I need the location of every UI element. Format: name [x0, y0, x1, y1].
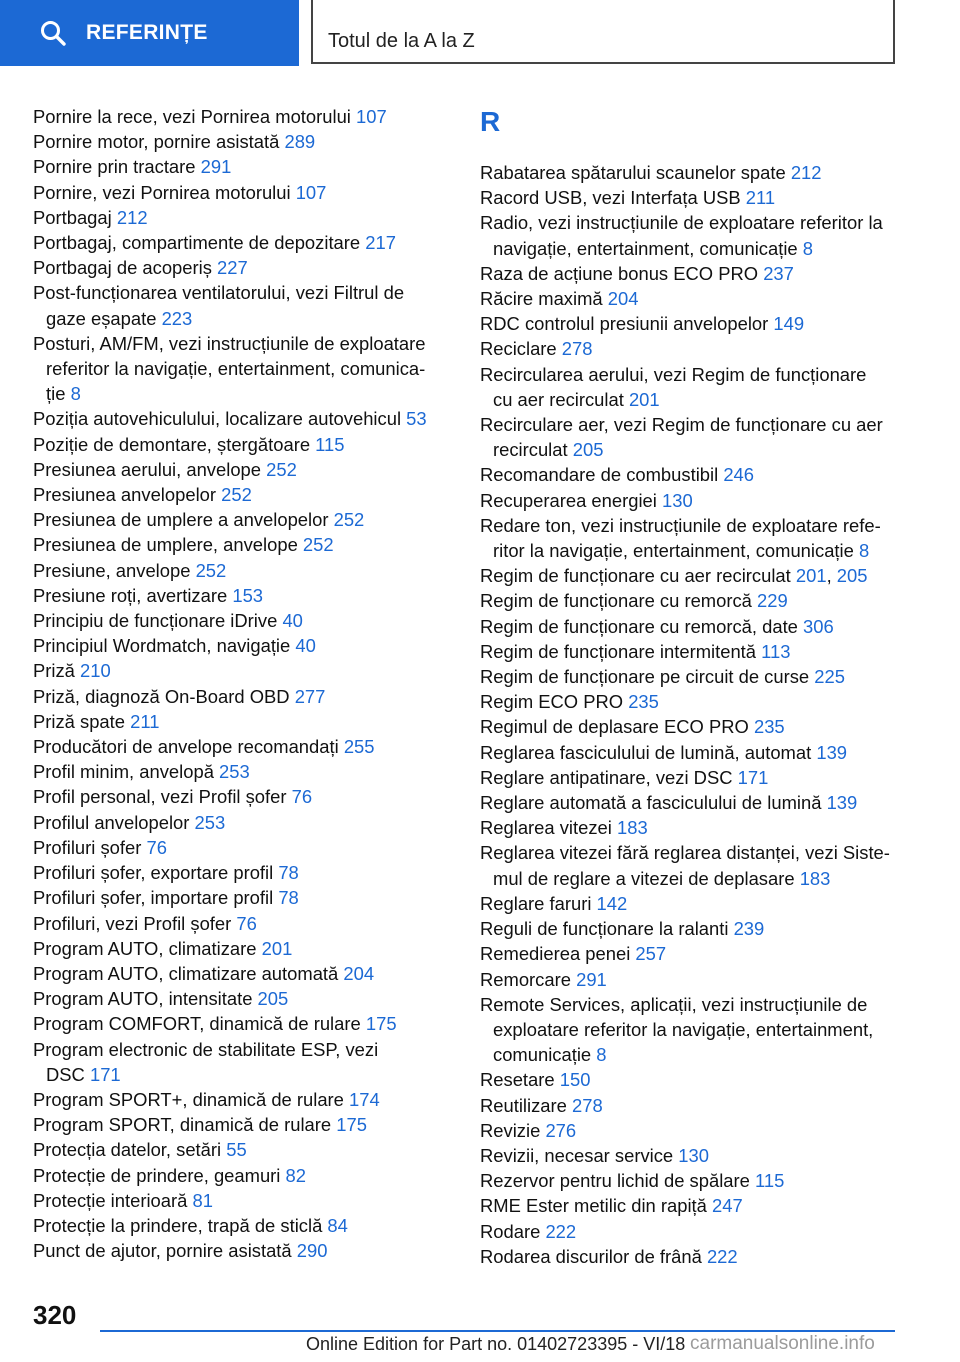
- page-link[interactable]: 175: [336, 1114, 367, 1136]
- page-link[interactable]: 253: [219, 761, 250, 783]
- page-link[interactable]: 76: [146, 836, 167, 858]
- page-link[interactable]: 289: [284, 131, 316, 153]
- index-entry: [33, 684, 445, 709]
- page-link[interactable]: 212: [790, 162, 822, 183]
- entry-text: Revizie: [480, 1119, 541, 1141]
- entry-text: Priză: [33, 660, 75, 682]
- page-link[interactable]: 306: [803, 615, 834, 637]
- page-link[interactable]: 130: [678, 1144, 709, 1166]
- entry-text: Regim de funcționare intermitentă: [480, 640, 757, 662]
- page-link[interactable]: 76: [291, 786, 313, 808]
- index-entry: [33, 784, 445, 809]
- page-link[interactable]: 211: [130, 710, 160, 732]
- entry-text: Presiunea anvelopelor: [33, 484, 217, 506]
- entry-text: Pornire la rece, vezi Pornirea motorului: [33, 106, 351, 127]
- page-link[interactable]: 78: [278, 862, 299, 884]
- index-entry: [33, 734, 445, 759]
- page-link[interactable]: 252: [266, 458, 297, 480]
- page-link[interactable]: 205: [572, 439, 604, 461]
- index-entry: [33, 1163, 445, 1188]
- page-title: Totul de la A la Z: [328, 30, 475, 52]
- entry-text: Profiluri, vezi Profil șofer: [33, 912, 232, 934]
- index-entry: [33, 860, 445, 885]
- index-entry: [480, 185, 900, 210]
- page-link[interactable]: 139: [816, 741, 848, 763]
- page-link[interactable]: 278: [561, 338, 593, 360]
- index-entry: [480, 160, 900, 185]
- page-link[interactable]: 277: [294, 685, 326, 707]
- page-link[interactable]: 150: [559, 1069, 591, 1091]
- page-link[interactable]: 291: [200, 156, 232, 178]
- index-entry: [480, 916, 900, 941]
- page-link[interactable]: 229: [757, 590, 788, 612]
- page-link[interactable]: 149: [773, 313, 805, 335]
- index-entry: [33, 633, 445, 658]
- page-link[interactable]: 53: [406, 408, 427, 430]
- index-entry: [480, 1093, 900, 1118]
- page-link[interactable]: 201: [795, 565, 827, 587]
- entry-text: Rodarea discurilor de frână: [480, 1245, 702, 1267]
- page-link[interactable]: 171: [89, 1063, 121, 1085]
- page-link[interactable]: 76: [236, 912, 257, 934]
- page-link[interactable]: 222: [545, 1220, 577, 1242]
- entry-text: Pornire, vezi Pornirea motorului: [33, 181, 291, 203]
- entry-text: ție: [46, 383, 66, 405]
- index-entry: [480, 941, 900, 966]
- references-tab[interactable]: [0, 0, 299, 66]
- index-entry: [33, 280, 445, 330]
- page-link[interactable]: 235: [753, 716, 785, 738]
- entry-text: Reglare faruri: [480, 892, 592, 914]
- references-tab-label: REFERINȚE: [86, 21, 208, 44]
- entry-text: Program COMFORT, dinamică de rulare: [33, 1013, 361, 1035]
- index-entry: [33, 1188, 445, 1213]
- index-entry: [480, 790, 900, 815]
- index-entry: [33, 1011, 445, 1036]
- page-link[interactable]: 40: [282, 610, 303, 632]
- entry-text: Program electronic de stabilitate ESP, vezi: [33, 1038, 379, 1060]
- page-link[interactable]: 205: [836, 565, 868, 587]
- entry-text: Presiunea aerului, anvelope: [33, 458, 261, 480]
- entry-text: Regimul de deplasare ECO PRO: [480, 716, 749, 738]
- page-link[interactable]: 8: [596, 1044, 607, 1066]
- index-entry: [33, 331, 445, 407]
- index-entry: [480, 513, 900, 563]
- index-entry: [33, 759, 445, 784]
- entry-text: Profil personal, vezi Profil șofer: [33, 786, 287, 808]
- entry-text: Racord USB, vezi Interfața USB: [480, 187, 741, 209]
- entry-text: cu aer recirculat: [493, 388, 624, 410]
- entry-text: Remote Services, aplicații, vezi instrucțiunile de: [480, 993, 868, 1015]
- page-link[interactable]: 246: [723, 464, 754, 486]
- entry-text: Reguli de funcționare la ralanti: [480, 918, 729, 940]
- page-link[interactable]: 171: [737, 766, 769, 788]
- page-link[interactable]: 210: [80, 660, 111, 682]
- search-icon: [40, 20, 66, 46]
- index-entry: [33, 835, 445, 860]
- letter-heading: R: [480, 106, 501, 137]
- entry-text: recirculat: [493, 439, 568, 461]
- page-link[interactable]: 290: [296, 1240, 328, 1262]
- page-link[interactable]: 235: [628, 691, 659, 713]
- entry-text: Profiluri șofer, exportare profil: [33, 862, 274, 884]
- entry-text: Program SPORT+, dinamică de rulare: [33, 1088, 344, 1110]
- page-link[interactable]: 247: [712, 1195, 743, 1217]
- index-entry: [33, 936, 445, 961]
- entry-text: Reglare automată a fasciculului de lumină: [480, 792, 822, 814]
- page-link[interactable]: 8: [858, 540, 870, 562]
- page-link[interactable]: 175: [365, 1013, 397, 1035]
- index-entry: [33, 583, 445, 608]
- entry-text: Pornire motor, pornire asistată: [33, 131, 280, 153]
- page-link[interactable]: 115: [315, 433, 345, 455]
- index-entry: [480, 639, 900, 664]
- footer-divider: [100, 1330, 895, 1332]
- index-column-left: [33, 104, 445, 1263]
- index-entry: [480, 488, 900, 513]
- index-entry: [480, 210, 900, 260]
- entry-text: DSC: [46, 1063, 85, 1085]
- index-entry: [480, 1219, 900, 1244]
- page-link[interactable]: 211: [745, 187, 776, 209]
- index-entry: [480, 891, 900, 916]
- index-entry: [480, 1244, 900, 1269]
- entry-text: Resetare: [480, 1069, 555, 1091]
- page-link[interactable]: 237: [763, 262, 794, 284]
- page-link[interactable]: 115: [755, 1170, 785, 1192]
- page-link[interactable]: 255: [343, 736, 375, 758]
- page-link[interactable]: 130: [662, 489, 693, 511]
- entry-text: Principiul Wordmatch, navigație: [33, 635, 291, 657]
- page-link[interactable]: 113: [761, 640, 791, 662]
- entry-text: Protecție interioară: [33, 1189, 188, 1211]
- page-link[interactable]: 204: [607, 288, 639, 310]
- index-entry: [33, 709, 445, 734]
- index-entry: [480, 1193, 900, 1218]
- entry-text: Rodare: [480, 1220, 541, 1242]
- page-link[interactable]: 227: [217, 257, 248, 279]
- index-entry: [33, 558, 445, 583]
- entry-text: Reglare antipatinare, vezi DSC: [480, 766, 733, 788]
- index-entry: [33, 1137, 445, 1162]
- page-link[interactable]: 153: [232, 584, 264, 606]
- page-link[interactable]: 84: [327, 1214, 348, 1236]
- entry-text: Răcire maximă: [480, 288, 603, 310]
- entry-text: Profil minim, anvelopă: [33, 761, 214, 783]
- entry-text: Recuperarea energiei: [480, 489, 657, 511]
- index-entry: [33, 532, 445, 557]
- index-entry: [480, 311, 900, 336]
- index-entry: [480, 261, 900, 286]
- entry-text: Program AUTO, climatizare: [33, 937, 257, 959]
- entry-text: mul de reglare a vitezei de deplasare: [493, 867, 795, 889]
- page-link[interactable]: 225: [814, 666, 845, 688]
- index-entry: [33, 658, 445, 683]
- entry-text: Program AUTO, intensitate: [33, 988, 253, 1010]
- index-entry: [480, 815, 900, 840]
- entry-text: Recirculare aer, vezi Regim de funcționare cu aer: [480, 414, 883, 436]
- page-link[interactable]: 212: [116, 206, 148, 228]
- page-link[interactable]: 174: [349, 1088, 380, 1110]
- entry-text: Presiunea de umplere, anvelope: [33, 534, 298, 556]
- entry-text: Remorcare: [480, 968, 571, 990]
- entry-text: Program SPORT, dinamică de rulare: [33, 1114, 332, 1136]
- entry-text: Producători de anvelope recomandați: [33, 736, 339, 758]
- index-entry: [480, 1143, 900, 1168]
- index-entry: [480, 1118, 900, 1143]
- index-entry: [480, 462, 900, 487]
- index-entry: [33, 230, 445, 255]
- index-entry: [480, 740, 900, 765]
- page-number: 320: [33, 1300, 77, 1330]
- index-entry: [480, 714, 900, 739]
- page-link[interactable]: 201: [261, 937, 293, 959]
- page-link[interactable]: 107: [295, 181, 327, 203]
- entry-text: Pornire prin tractare: [33, 156, 196, 178]
- entry-text: Priză spate: [33, 710, 125, 732]
- index-entry: Regim de funcționare cu aer recirculat 201, 205: [480, 565, 868, 587]
- index-entry: [33, 1112, 445, 1137]
- entry-text: Profilul anvelopelor: [33, 811, 190, 833]
- index-entry: [480, 362, 900, 412]
- entry-text: Reglarea vitezei: [480, 817, 612, 839]
- index-entry: [480, 689, 900, 714]
- entry-text: referitor la navigație, entertainment, comunica‐: [46, 358, 426, 380]
- index-entry: [480, 840, 900, 890]
- entry-text: exploatare referitor la navigație, entertainment,: [493, 1018, 874, 1040]
- entry-text: Program AUTO, climatizare automată: [33, 962, 339, 984]
- page-link[interactable]: 291: [576, 968, 607, 990]
- index-entry: [33, 406, 445, 431]
- page-link[interactable]: 139: [826, 792, 858, 814]
- page-link[interactable]: 204: [343, 962, 375, 984]
- index-entry: [33, 507, 445, 532]
- entry-text: Redare ton, vezi instrucțiunile de exploatare refe‐: [480, 514, 881, 536]
- entry-text: Portbagaj: [33, 206, 112, 228]
- page-link[interactable]: 183: [799, 867, 831, 889]
- entry-text: Regim de funcționare pe circuit de curse: [480, 666, 810, 688]
- page-link[interactable]: 252: [195, 559, 227, 581]
- index-entry: [33, 1238, 445, 1263]
- page-link[interactable]: 278: [572, 1094, 603, 1116]
- entry-text: Revizii, necesar service: [480, 1144, 674, 1166]
- entry-text: comunicație: [493, 1044, 592, 1066]
- page-link[interactable]: 40: [295, 635, 316, 657]
- index-column-right: [480, 104, 900, 1269]
- header-title-box: [311, 0, 895, 64]
- page-link[interactable]: 78: [278, 887, 299, 909]
- page-link[interactable]: 8: [70, 383, 81, 405]
- index-entry: [480, 336, 900, 361]
- entry-text: Recomandare de combustibil: [480, 464, 719, 486]
- index-entry: [33, 180, 445, 205]
- index-entries-right: [480, 160, 900, 1269]
- page-link[interactable]: 253: [194, 811, 226, 833]
- index-entry: [33, 255, 445, 280]
- page-link[interactable]: 252: [221, 484, 252, 506]
- entry-text: Raza de acțiune bonus ECO PRO: [480, 262, 759, 284]
- index-entry: [33, 1087, 445, 1112]
- edition-text: Online Edition for Part no. 01402723395 - VI/18: [306, 1334, 686, 1354]
- page-link[interactable]: 55: [226, 1139, 247, 1161]
- entry-text: Regim de funcționare cu remorcă, date: [480, 615, 798, 637]
- index-entry: [33, 961, 445, 986]
- entry-text: Regim de funcționare cu remorcă: [480, 590, 752, 612]
- entry-text: Posturi, AM/FM, vezi instrucțiunile de exploatare: [33, 332, 426, 354]
- page-link[interactable]: 82: [285, 1164, 306, 1186]
- entry-text: ritor la navigație, entertainment, comunicație: [493, 540, 854, 562]
- entry-text: Post-funcționarea ventilatorului, vezi Filtrul de: [33, 282, 405, 304]
- entry-text: Regim de funcționare cu aer recirculat: [480, 565, 791, 587]
- page-link[interactable]: 239: [733, 918, 765, 940]
- entry-text: Presiunea de umplere a anvelopelor: [33, 509, 329, 531]
- entry-text: Reutilizare: [480, 1094, 567, 1116]
- index-entry: [33, 1037, 445, 1087]
- entry-text: Portbagaj, compartimente de depozitare: [33, 232, 361, 254]
- entry-text: navigație, entertainment, comunicație: [493, 237, 798, 259]
- page-link[interactable]: 222: [706, 1245, 738, 1267]
- index-entry: [33, 129, 445, 154]
- entry-text: Presiune, anvelope: [33, 559, 191, 581]
- entry-text: Portbagaj de acoperiș: [33, 257, 212, 279]
- index-entry: [33, 1213, 445, 1238]
- page-link[interactable]: 205: [257, 988, 289, 1010]
- page-link[interactable]: 183: [617, 817, 648, 839]
- entry-text: Protecție la prindere, trapă de sticlă: [33, 1214, 323, 1236]
- index-entry: [33, 457, 445, 482]
- index-entry: [480, 992, 900, 1068]
- entry-text: Reglarea vitezei fără reglarea distanței, vezi Siste‐: [480, 842, 890, 864]
- index-entry: [33, 104, 445, 129]
- entry-text: Rezervor pentru lichid de spălare: [480, 1170, 750, 1192]
- index-entry: [33, 911, 445, 936]
- index-entry: [480, 1067, 900, 1092]
- index-entry: [480, 588, 900, 613]
- index-entry: [33, 810, 445, 835]
- index-entry: [480, 1168, 900, 1193]
- entry-text: Protecție de prindere, geamuri: [33, 1164, 281, 1186]
- entry-text: RDC controlul presiunii anvelopelor: [480, 313, 769, 335]
- page-link[interactable]: 81: [192, 1189, 213, 1211]
- page-link[interactable]: 142: [596, 892, 628, 914]
- index-entry: [33, 986, 445, 1011]
- entry-text: Profiluri șofer: [33, 836, 142, 858]
- page-link[interactable]: 257: [635, 943, 667, 965]
- entry-text: Regim ECO PRO: [480, 691, 624, 713]
- page-link[interactable]: 8: [802, 237, 813, 259]
- entry-text: Reciclare: [480, 338, 557, 360]
- page-link[interactable]: 201: [628, 388, 660, 410]
- entry-text: Radio, vezi instrucțiunile de exploatare referitor la: [480, 212, 883, 234]
- entry-text: Priză, diagnoză On-Board OBD: [33, 685, 290, 707]
- page-link[interactable]: 252: [333, 509, 365, 531]
- index-entry: [480, 614, 900, 639]
- entry-text: gaze eșapate: [46, 307, 157, 329]
- page-link[interactable]: 223: [161, 307, 193, 329]
- entry-text: Rabatarea spătarului scaunelor spate: [480, 162, 786, 183]
- entry-text: Principiu de funcționare iDrive: [33, 610, 278, 632]
- entry-text: Recircularea aerului, vezi Regim de funcționare: [480, 363, 867, 385]
- page-link[interactable]: 276: [545, 1119, 577, 1141]
- watermark: carmanualsonline.info: [690, 1333, 875, 1354]
- page-link[interactable]: 252: [302, 534, 334, 556]
- index-entry: [33, 885, 445, 910]
- entry-text: Remedierea penei: [480, 943, 631, 965]
- index-entry: [33, 154, 445, 179]
- index-entry: [480, 664, 900, 689]
- entry-text: Protecția datelor, setări: [33, 1139, 222, 1161]
- index-entry: [480, 765, 900, 790]
- index-entry: [33, 205, 445, 230]
- entry-text: RME Ester metilic din rapiță: [480, 1195, 707, 1217]
- page-link[interactable]: 217: [365, 232, 396, 254]
- index-entry: [480, 412, 900, 462]
- entry-text: Presiune roți, avertizare: [33, 584, 228, 606]
- index-entry: [33, 432, 445, 457]
- entry-text: Reglarea fasciculului de lumină, automat: [480, 741, 812, 763]
- page-link[interactable]: 107: [356, 106, 387, 127]
- index-entry: [33, 608, 445, 633]
- entry-text: Punct de ajutor, pornire asistată: [33, 1240, 292, 1262]
- entry-text: Poziția autovehiculului, localizare autovehicul: [33, 408, 402, 430]
- index-entry: [480, 286, 900, 311]
- index-entry: [33, 482, 445, 507]
- entry-text: Profiluri șofer, importare profil: [33, 887, 274, 909]
- entry-text: Poziție de demontare, ștergătoare: [33, 433, 311, 455]
- index-entry: [480, 967, 900, 992]
